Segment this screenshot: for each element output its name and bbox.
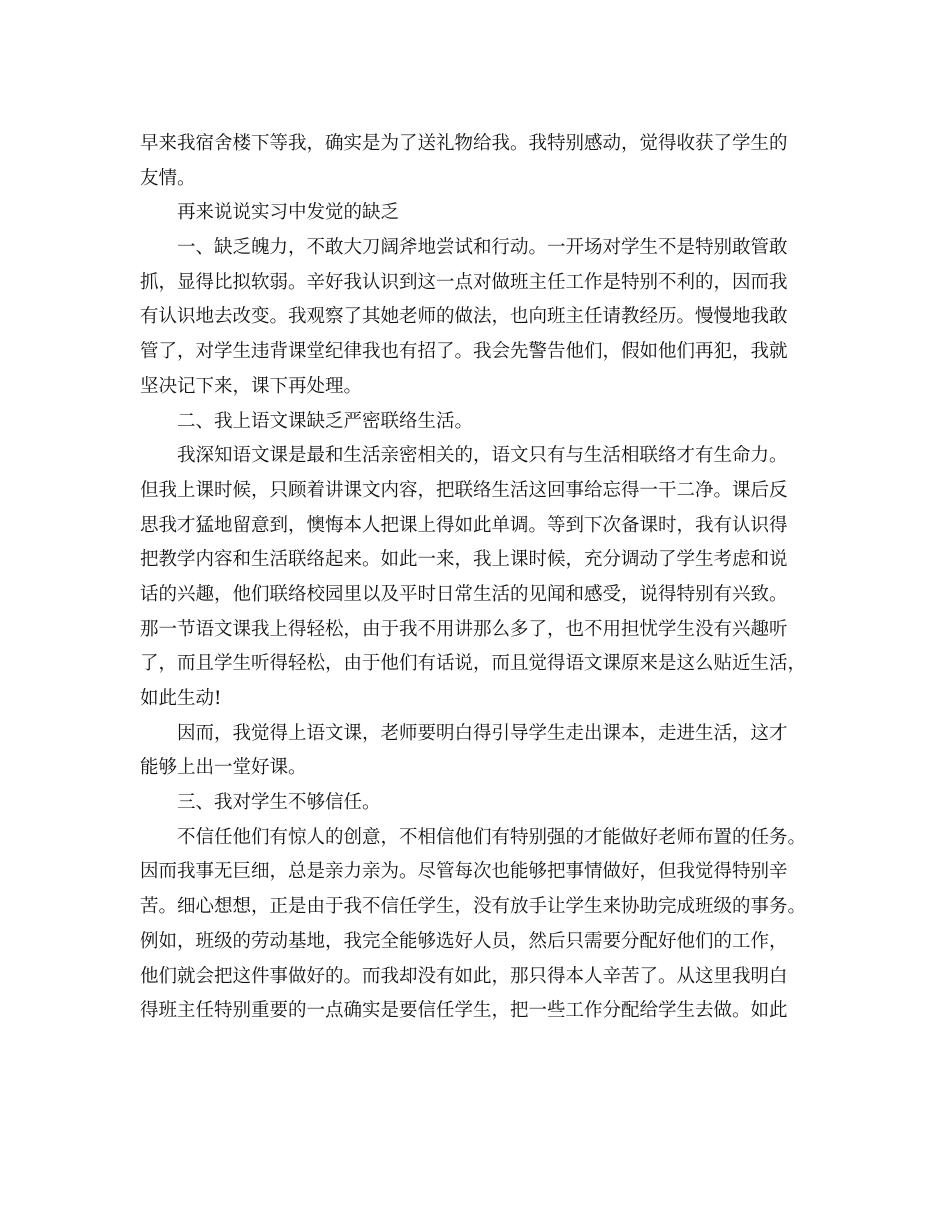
text-line: 抓，显得比拟软弱。辛好我认识到这一点对做班主任工作是特别不利的，因而我 (140, 271, 788, 293)
text-line: 苦。细心想想，正是由于我不信任学生，没有放手让学生来协助完成班级的事务。 (140, 896, 807, 918)
text-line: 有认识地去改变。我观察了其她老师的做法，也向班主任请教经历。慢慢地我敢 (140, 306, 788, 328)
text-line: 但我上课时候，只顾着讲课文内容，把联络生活这回事给忘得一干二净。课后反 (140, 479, 788, 501)
text-line: 思我才猛地留意到，懊悔本人把课上得如此单调。等到下次备课时，我有认识得 (140, 514, 788, 536)
text-line: 他们就会把这件事做好的。而我却没有如此，那只得本人辛苦了。从这里我明白 (140, 965, 788, 987)
text-line: 因而我事无巨细，总是亲力亲为。尽管每次也能够把事情做好，但我觉得特别辛 (140, 861, 788, 883)
text-line: 如此生动! (140, 688, 222, 709)
text-line: 了，而且学生听得轻松，由于他们有话说，而且觉得语文课原来是这么贴近生活， (140, 653, 807, 675)
section-heading: 二、我上语文课缺乏严密联络生活。 (177, 410, 474, 432)
section-heading: 再来说说实习中发觉的缺乏 (177, 202, 400, 224)
document-body (140, 127, 820, 1029)
text-line: 一、缺乏魄力，不敢大刀阔斧地尝试和行动。一开场对学生不是特别敢管敢 (177, 237, 788, 259)
text-line: 例如，班级的劳动基地，我完全能够选好人员，然后只需要分配好他们的工作， (140, 930, 788, 952)
text-line: 友情。 (140, 167, 196, 189)
text-line: 不信任他们有惊人的创意，不相信他们有特别强的才能做好老师布置的任务。 (177, 826, 807, 848)
section-heading: 三、我对学生不够信任。 (177, 792, 381, 814)
text-line: 早来我宿舍楼下等我，确实是为了送礼物给我。我特别感动，觉得收获了学生的 (140, 133, 788, 154)
text-line: 坚决记下来，课下再处理。 (140, 375, 363, 397)
text-line: 能够上出一堂好课。 (140, 757, 307, 779)
text-line: 因而，我觉得上语文课，老师要明白得引导学生走出课本，走进生活，这才 (177, 722, 788, 744)
text-line: 我深知语文课是最和生活亲密相关的，语文只有与生活相联络才有生命力。 (177, 445, 788, 467)
text-line: 管了，对学生违背课堂纪律我也有招了。我会先警告他们，假如他们再犯，我就 (140, 341, 788, 363)
text-line: 话的兴趣，他们联络校园里以及平时日常生活的见闻和感受，说得特别有兴致。 (140, 583, 788, 605)
text-line: 那一节语文课我上得轻松，由于我不用讲那么多了，也不用担忧学生没有兴趣听 (140, 618, 788, 640)
text-line: 把教学内容和生活联络起来。如此一来，我上课时候，充分调动了学生考虑和说 (140, 549, 788, 571)
text-line: 得班主任特别重要的一点确实是要信任学生，把一些工作分配给学生去做。如此 (140, 1000, 788, 1022)
